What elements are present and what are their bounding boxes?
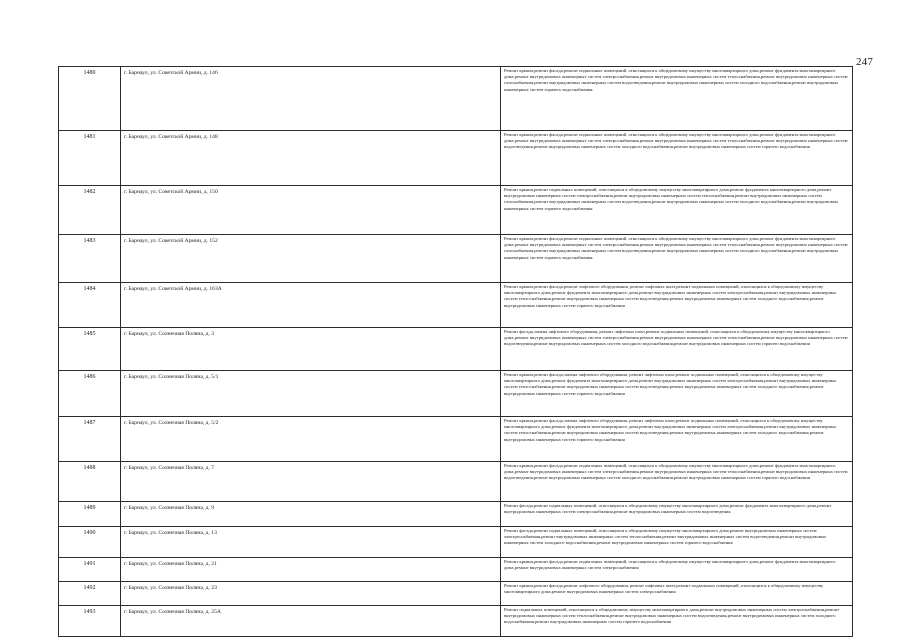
table-row xyxy=(59,462,853,502)
row-address: г. Барнаул, ул. Солнечная Поляна, д. 5/1 xyxy=(121,371,501,417)
row-number: 1488 xyxy=(59,462,121,502)
table-row xyxy=(59,67,853,131)
row-address: г. Барнаул, ул. Солнечная Поляна, д. 7 xyxy=(121,462,501,502)
row-works: Ремонт крыши,ремонт фасада,ремонт подвальных помещений, относящихся к общедомовому имуществу многоквартирного дома,ремонт фундамента многоквартирного дома,ремонт внутридомовых инженерных систем электроснабжения,ремонт внутридомовых инженерных систем теплоснабжения,ремонт внутридомовых инженерных систем газоснабжения,ремонт внутридомовых инженерных систем водоотведения,ремонт внутридомовых инженерных систем холодного водоснабжения,ремонт внутридомовых инженерных систем горячего водоснабжения xyxy=(501,235,853,283)
row-number: 1482 xyxy=(59,186,121,235)
row-number: 1483 xyxy=(59,235,121,283)
row-address: г. Барнаул, ул. Советской Армии, д. 148 xyxy=(121,131,501,186)
row-number: 1485 xyxy=(59,328,121,371)
table-row xyxy=(59,328,853,371)
row-number: 1489 xyxy=(59,502,121,527)
row-number: 1491 xyxy=(59,558,121,582)
row-number: 1480 xyxy=(59,67,121,131)
row-number: 1492 xyxy=(59,582,121,606)
table-row xyxy=(59,527,853,558)
page-number: 247 xyxy=(856,56,874,68)
table-row xyxy=(59,235,853,283)
row-address: г. Барнаул, ул. Солнечная Поляна, д. 5/2 xyxy=(121,417,501,462)
row-number: 1490 xyxy=(59,527,121,558)
row-works: Ремонт фасада,ремонт подвальных помещений, относящихся к общедомовому имуществу многоквартирного дома,ремонт внутридомовых инженерных систем электроснабжения,ремонт внутридомовых инженерных систем теплоснабжения,ремонт внутридомовых инженерных систем водоотведения,ремонт внутридомовых инженерных систем холодного водоснабжения,ремонт внутридомовых инженерных систем горячего водоснабжения xyxy=(501,527,853,558)
row-address: г. Барнаул, ул. Советской Армии, д. 163А xyxy=(121,283,501,328)
table-row xyxy=(59,371,853,417)
row-address: г. Барнаул, ул. Советской Армии, д. 146 xyxy=(121,67,501,131)
row-works: Ремонт крыши,ремонт фасада,ремонт подвальных помещений, относящихся к общедомовому имуществу многоквартирного дома,ремонт фундамента многоквартирного дома,ремонт внутридомовых инженерных систем электроснабжения,ремонт внутридомовых инженерных систем теплоснабжения,ремонт внутридомовых инженерных систем водоотведения,ремонт внутридомовых инженерных систем холодного водоснабжения,ремонт внутридомовых инженерных систем горячего водоснабжения xyxy=(501,131,853,186)
table-row xyxy=(59,606,853,637)
row-works: Ремонт крыши,ремонт фасада,ремонт лифтового оборудования, ремонт лифтовых шахт,ремонт подвальных помещений, относящихся к общедомовому имуществу многоквартирного дома,ремонт фундамента многоквартирного дома,ремонт внутридомовых инженерных систем электроснабжения,ремонт внутридомовых инженерных систем теплоснабжения,ремонт внутридомовых инженерных систем водоотведения,ремонт внутридомовых инженерных систем холодного водоснабжения,ремонт внутридомовых инженерных систем горячего водоснабжения xyxy=(501,283,853,328)
row-address: г. Барнаул, ул. Советской Армии, д. 152 xyxy=(121,235,501,283)
row-number: 1493 xyxy=(59,606,121,637)
row-number: 1487 xyxy=(59,417,121,462)
row-address: г. Барнаул, ул. Солнечная Поляна, д. 25А xyxy=(121,606,501,637)
row-works: Ремонт крыши,ремонт фасада,замена лифтового оборудования, ремонт лифтовых шахт,ремонт подвальных помещений, относящихся к общедомовому имуществу многоквартирного дома,ремонт фундамента многоквартирного дома,ремонт внутридомовых инженерных систем электроснабжения,ремонт внутридомовых инженерных систем теплоснабжения,ремонт внутридомовых инженерных систем водоотведения,ремонт внутридомовых инженерных систем холодного водоснабжения,ремонт внутридомовых инженерных систем горячего водоснабжения xyxy=(501,371,853,417)
table-row xyxy=(59,186,853,235)
table-row xyxy=(59,502,853,527)
table-row xyxy=(59,558,853,582)
row-works: Ремонт крыши,ремонт фасада,ремонт подвальных помещений, относящихся к общедомовому имуществу многоквартирного дома,ремонт фундамента многоквартирного дома,ремонт внутридомовых инженерных систем электроснабжения xyxy=(501,558,853,582)
row-works: Ремонт фасада,замена лифтового оборудования, ремонт лифтовых шахт,ремонт подвальных помещений, относящихся к общедомовому имуществу многоквартирного дома,ремонт внутридомовых инженерных систем электроснабжения,ремонт внутридомовых инженерных систем теплоснабжения,ремонт внутридомовых инженерных систем водоотведения,ремонт внутридомовых инженерных систем холодного водоснабжения,ремонт внутридомовых инженерных систем горячего водоснабжения xyxy=(501,328,853,371)
row-works: Ремонт крыши,ремонт фасада,ремонт подвальных помещений, относящихся к общедомовому имуществу многоквартирного дома,ремонт фундамента многоквартирного дома,ремонт внутридомовых инженерных систем электроснабжения,ремонт внутридомовых инженерных систем теплоснабжения,ремонт внутридомовых инженерных систем газоснабжения,ремонт внутридомовых инженерных систем водоотведения,ремонт внутридомовых инженерных систем холодного водоснабжения,ремонт внутридомовых инженерных систем горячего водоснабжения xyxy=(501,67,853,131)
row-number: 1486 xyxy=(59,371,121,417)
row-works: Ремонт фасада,ремонт подвальных помещений, относящихся к общедомовому имуществу многоквартирного дома,ремонт фундамента многоквартирного дома,ремонт внутридомовых инженерных систем электроснабжения,ремонт внутридомовых инженерных систем водоотведения xyxy=(501,502,853,527)
row-number: 1484 xyxy=(59,283,121,328)
table-row xyxy=(59,417,853,462)
row-works: Ремонт крыши,ремонт фасада,замена лифтового оборудования, ремонт лифтовых шахт,ремонт подвальных помещений, относящихся к общедомовому имуществу многоквартирного дома,ремонт фундамента многоквартирного дома,ремонт внутридомовых инженерных систем электроснабжения,ремонт внутридомовых инженерных систем теплоснабжения,ремонт внутридомовых инженерных систем водоотведения,ремонт внутридомовых инженерных систем холодного водоснабжения,ремонт внутридомовых инженерных систем горячего водоснабжения xyxy=(501,417,853,462)
address-works-table xyxy=(58,66,853,637)
table-row xyxy=(59,582,853,606)
row-address: г. Барнаул, ул. Солнечная Поляна, д. 9 xyxy=(121,502,501,527)
row-address: г. Барнаул, ул. Солнечная Поляна, д. 23 xyxy=(121,582,501,606)
row-address: г. Барнаул, ул. Солнечная Поляна, д. 21 xyxy=(121,558,501,582)
row-works: Ремонт крыши,ремонт фасада,ремонт подвальных помещений, относящихся к общедомовому имуществу многоквартирного дома,ремонт фундамента многоквартирного дома,ремонт внутридомовых инженерных систем электроснабжения,ремонт внутридомовых инженерных систем теплоснабжения,ремонт внутридомовых инженерных систем водоотведения,ремонт внутридомовых инженерных систем холодного водоснабжения,ремонт внутридомовых инженерных систем горячего водоснабжения xyxy=(501,462,853,502)
table-row xyxy=(59,131,853,186)
row-works: Ремонт крыши,ремонт фасада,ремонт лифтового оборудования, ремонт лифтовых шахт,ремонт подвальных помещений, относящихся к общедомовому имуществу многоквартирного дома,ремонт внутридомовых инженерных систем электроснабжения xyxy=(501,582,853,606)
table-row xyxy=(59,283,853,328)
row-works: Ремонт крыши,ремонт подвальных помещений, относящихся к общедомовому имуществу многоквартирного дома,ремонт фундамента многоквартирного дома,ремонт внутридомовых инженерных систем электроснабжения,ремонт внутридомовых инженерных систем теплоснабжения,ремонт внутридомовых инженерных систем газоснабжения,ремонт внутридомовых инженерных систем водоотведения,ремонт внутридомовых инженерных систем холодного водоснабжения,ремонт внутридомовых инженерных систем горячего водоснабжения xyxy=(501,186,853,235)
row-works: Ремонт подвальных помещений, относящихся к общедомовому имуществу многоквартирного дома,ремонт внутридомовых инженерных систем электроснабжения,ремонт внутридомовых инженерных систем теплоснабжения,ремонт внутридомовых инженерных систем водоотведения,ремонт внутридомовых инженерных систем холодного водоснабжения,ремонт внутридомовых инженерных систем горячего водоснабжения xyxy=(501,606,853,637)
row-address: г. Барнаул, ул. Солнечная Поляна, д. 13 xyxy=(121,527,501,558)
row-number: 1481 xyxy=(59,131,121,186)
row-address: г. Барнаул, ул. Солнечная Поляна, д. 3 xyxy=(121,328,501,371)
row-address: г. Барнаул, ул. Советской Армии, д. 150 xyxy=(121,186,501,235)
